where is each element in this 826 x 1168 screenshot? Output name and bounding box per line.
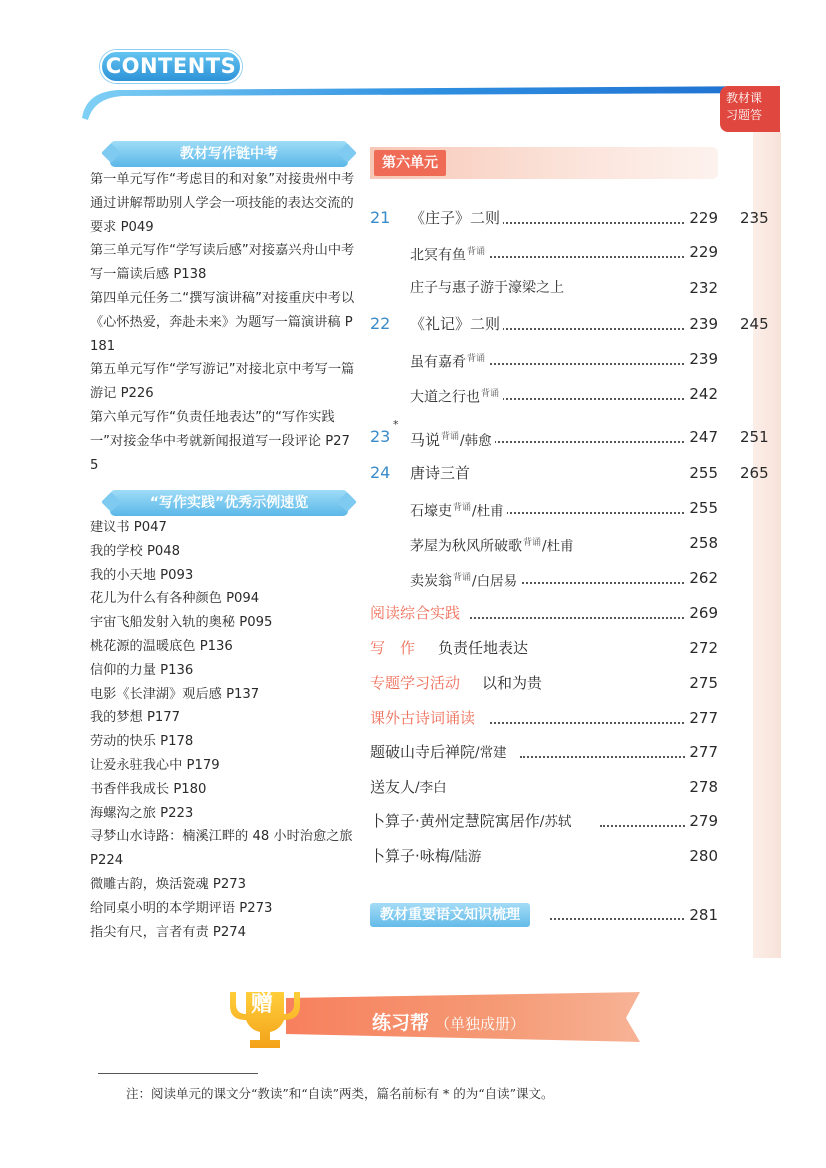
unit-label: 第六单元 [374, 150, 446, 176]
dot-leader [550, 918, 688, 920]
page-number: 277 [685, 703, 718, 733]
lesson-title: 《庄子》二则 [410, 203, 503, 233]
toc-row-extra-poems[interactable] [370, 703, 718, 733]
footnote: 注：阅读单元的课文分“教读”和“自读”两类，篇名前标有 * 的为“自读”课文。 [126, 1086, 554, 1101]
list-item[interactable]: 我的小天地 P093 [90, 567, 194, 583]
page-number: 281 [685, 900, 718, 930]
page-number: 258 [685, 528, 718, 558]
page-number: 239 [685, 344, 718, 374]
section-pill-writing-link [110, 141, 348, 167]
list-item[interactable]: 我的梦想 P177 [90, 710, 181, 726]
recite-badge: 背诵 [481, 389, 500, 399]
list-item[interactable]: 花儿为什么有各种颜色 P094 [90, 591, 260, 607]
answer-page-number: 265 [740, 464, 769, 482]
toc-row-poem[interactable] [370, 841, 718, 871]
poem-title: 卜算子·咏梅/陆游 [370, 841, 484, 872]
toc-row-poem[interactable] [370, 737, 718, 767]
author: /陆游 [449, 849, 482, 865]
page-number: 229 [685, 203, 718, 233]
side-page-strip [753, 132, 781, 958]
sub-title: 大道之行也$^{背诵}$ [410, 379, 503, 413]
page-number: 277 [685, 737, 718, 767]
list-item[interactable]: 建议书 P047 [90, 520, 167, 535]
author: /常建 [475, 745, 507, 761]
author: /杜甫 [472, 503, 504, 520]
sub-title: 石壕吏$^{背诵}$/杜甫 [410, 493, 507, 527]
list-item[interactable]: 给同桌小明的本学期评语 P273 [90, 900, 273, 916]
section-title: 课外古诗词诵读 [370, 703, 478, 733]
section-subtitle: 以和为贵 [482, 668, 545, 698]
list-item[interactable]: 电影《长津湖》观后感 P137 [90, 686, 260, 702]
dot-leader [490, 722, 688, 724]
toc-row-sub[interactable] [370, 528, 718, 558]
recite-badge: 背诵 [467, 247, 486, 257]
toc-row-sub[interactable] [370, 344, 718, 374]
lesson-number: 24 [370, 463, 391, 482]
list-item[interactable]: 第五单元写作“学写游记”对接北京中考写一篇游记 P226 [90, 362, 355, 402]
page-number: 232 [685, 273, 718, 303]
section-title: 教材写作链中考 [180, 146, 278, 162]
list-item[interactable]: 第三单元写作“学写读后感”对接嘉兴舟山中考写一篇读后感 P138 [90, 243, 355, 283]
page-number: 229 [685, 237, 718, 267]
list-item[interactable]: 桃花源的温暖底色 P136 [90, 638, 233, 654]
recite-badge: 背诵 [441, 432, 460, 442]
side-tab[interactable] [720, 86, 780, 132]
dot-leader [600, 825, 688, 827]
list-item[interactable]: 书香伴我成长 P180 [90, 781, 207, 797]
toc-row-reading-practice[interactable] [370, 598, 718, 628]
toc-row-writing[interactable] [370, 633, 718, 663]
banner-title [372, 1010, 525, 1037]
list-item[interactable]: 海螺沟之旅 P223 [90, 805, 194, 821]
sub-title: 茅屋为秋风所破歌$^{背诵}$/杜甫 [410, 528, 577, 562]
examples-list [90, 516, 358, 944]
side-tab-line1: 教材课 [726, 91, 763, 105]
list-item[interactable]: 第四单元任务二“撰写演讲稿”对接重庆中考以《心怀热爱，奔赴未来》为题写一篇演讲稿 P181 [90, 290, 355, 354]
page-number: 278 [685, 772, 718, 802]
knowledge-pill: 教材重要语文知识梳理 [370, 903, 530, 927]
poem-title: 卜算子·黄州定慧院寓居作/苏轼 [370, 806, 574, 837]
toc-row-lesson-21[interactable] [370, 203, 718, 233]
gift-character: 赠 [250, 992, 273, 1017]
recite-badge: 背诵 [523, 538, 542, 548]
toc-row-poem[interactable] [370, 772, 718, 802]
list-item[interactable]: 信仰的力量 P136 [90, 662, 194, 678]
contents-badge: CONTENTS [100, 50, 242, 83]
lesson-title: 马说$^{背诵}$/韩愈 [410, 422, 495, 456]
writing-link-list [90, 168, 358, 477]
page-number: 239 [685, 309, 718, 339]
author: /白居易 [472, 573, 518, 590]
toc-row-sub[interactable] [370, 563, 718, 593]
section-title: 阅读综合实践 [370, 598, 463, 628]
lesson-number: 22 [370, 314, 391, 333]
list-item[interactable]: 微雕古韵，焕活瓷魂 P273 [90, 876, 247, 892]
toc-row-sub[interactable] [370, 379, 718, 409]
self-read-star: * [393, 418, 399, 431]
list-item[interactable]: 第六单元写作“负责任地表达”的“写作实践一”对接金华中考就新闻报道写一段评论 P275 [90, 409, 350, 473]
list-item[interactable]: 我的学校 P048 [90, 543, 181, 559]
banner-paren: （单独成册） [435, 1015, 526, 1033]
unit-header-bar [370, 147, 718, 179]
toc-row-lesson-23[interactable] [370, 418, 718, 452]
page-number: 279 [685, 806, 718, 836]
toc-row-lesson-22[interactable] [370, 309, 718, 339]
recite-badge: 背诵 [453, 573, 472, 583]
section-title: 专题学习活动 [370, 668, 463, 698]
author: /苏轼 [539, 814, 572, 830]
section-title: 写 作 [370, 633, 418, 663]
sub-title: 庄子与惠子游于濠梁之上 [410, 273, 567, 303]
list-item[interactable]: 劳动的快乐 P178 [90, 734, 194, 750]
header-swoosh [78, 84, 778, 124]
answer-page-number: 235 [740, 209, 769, 227]
list-item[interactable]: 寻梦山水诗路：楠溪江畔的 48 小时治愈之旅 P224 [90, 829, 353, 869]
footnote-divider [98, 1073, 258, 1074]
section-subtitle: 负责任地表达 [438, 633, 531, 663]
page-number: 242 [685, 379, 718, 409]
author: /杜甫 [542, 538, 574, 555]
author: /韩愈 [460, 433, 492, 449]
toc-row-knowledge[interactable] [370, 900, 718, 930]
sub-title: 卖炭翁$^{背诵}$/白居易 [410, 563, 520, 597]
author: /李白 [415, 780, 447, 796]
page-number: 272 [685, 633, 718, 663]
list-item[interactable]: 第一单元写作“考虑目的和对象”对接贵州中考通过讲解帮助别人学会一项技能的表达交流的要求 P049 [90, 172, 355, 235]
toc-row-sub[interactable] [370, 273, 718, 303]
section-pill-examples [110, 490, 348, 516]
lesson-number: 23 [370, 427, 391, 446]
answer-page-number: 245 [740, 315, 769, 333]
page-number: 255 [685, 458, 718, 488]
lesson-number: 21 [370, 208, 391, 227]
poem-title: 题破山寺后禅院/常建 [370, 737, 510, 768]
side-tab-line2: 习题答 [726, 108, 763, 122]
page-number: 275 [685, 668, 718, 698]
toc-row-topic-activity[interactable] [370, 668, 718, 698]
toc-row-sub[interactable] [370, 237, 718, 267]
page-number: 269 [685, 598, 718, 628]
page-number: 280 [685, 841, 718, 871]
toc-row-lesson-24[interactable] [370, 458, 718, 488]
list-item[interactable]: 让爱永驻我心中 P179 [90, 757, 220, 773]
page-number: 247 [685, 422, 718, 452]
toc-row-poem[interactable] [370, 806, 718, 836]
list-item[interactable]: 指尖有尺，言者有责 P274 [90, 924, 247, 940]
answer-page-number: 251 [740, 428, 769, 446]
list-item[interactable]: 宇宙飞船发射入轨的奥秘 P095 [90, 615, 273, 631]
page-number: 262 [685, 563, 718, 593]
page-number: 255 [685, 493, 718, 523]
poem-title: 送友人/李白 [370, 772, 450, 803]
dot-leader [520, 756, 688, 758]
recite-badge: 背诵 [467, 354, 486, 364]
banner-main: 练习帮 [372, 1012, 430, 1034]
lesson-title: 唐诗三首 [410, 458, 473, 488]
sub-title: 虽有嘉肴$^{背诵}$ [410, 344, 489, 378]
sub-title: 北冥有鱼$^{背诵}$ [410, 237, 489, 271]
section-title: “写作实践”优秀示例速览 [149, 495, 309, 511]
dot-leader [470, 617, 688, 619]
lesson-title: 《礼记》二则 [410, 309, 503, 339]
toc-row-sub[interactable] [370, 493, 718, 523]
recite-badge: 背诵 [453, 503, 472, 513]
